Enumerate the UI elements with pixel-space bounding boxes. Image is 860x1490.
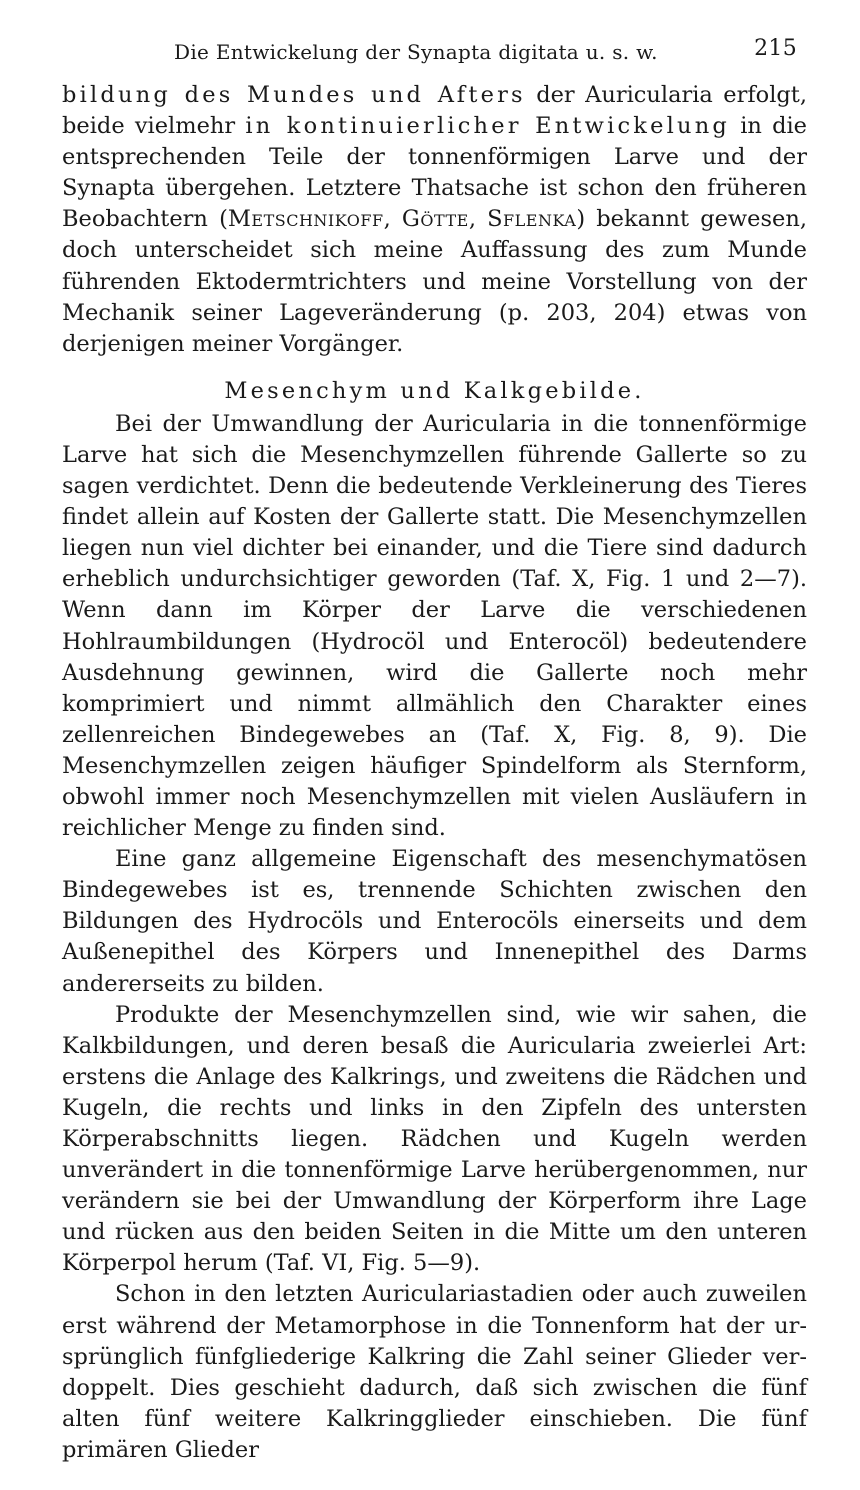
text-run: der Auricularia erfolgt, beide vielmehr: [62, 82, 807, 140]
paragraph-2: Bei der Umwandlung der Auricularia in die tonnenförmige Larve hat sich die Mesenchymzellen führende Gallerte so zu sagen verdichtet. Denn die bedeutende Verkleinerung des Tieres findet allein auf Kosten der Gallerte statt. Die Mesenchymzellen liegen nun viel dichter bei einander, und die Tiere sind dadurch erheblich undurchsichtiger geworden (Taf. X, Fig. 1 und 2—7). Wenn dann im Körper der Larve die verschiedenen Hohlraumbildungen (Hydrocöl und Enterocöl) bedeutendere Ausdehnung gewinnen, wird die Gallerte noch mehr komprimiert und nimmt allmählich den Charakter eines zellenreichen Bindegewebes an (Taf. X, Fig. 8, 9). Die Mesenchymzellen zeigen häufiger Spindelform als Sternform, obwohl immer noch Mesenchymzellen mit vielen Ausläufern in reichlicher Menge zu finden sind.: [62, 410, 807, 842]
text-run: ,: [468, 206, 488, 233]
text-run: in die entsprechenden Teile der tonnenförmigen Larve und der Synapta übergehen. Letztere Thatsache ist schon den früheren Beobachtern (: [62, 113, 807, 233]
section-heading: Mesenchym und Kalkgebilde.: [224, 377, 645, 404]
page-header: [62, 36, 807, 80]
paragraph-3: Eine ganz allgemeine Eigenschaft des mesenchymatösen Bindegewebes ist es, trennende Schichten zwischen den Bildungen des Hydrocöls und Enterocöls einerseits und dem Außenepithel des Körpers und Innenepithel des Darms andererseits zu bilden.: [62, 846, 807, 997]
spaced-phrase: in kontinuierlicher Entwickelung: [245, 113, 731, 140]
paragraph-1: [62, 80, 807, 360]
running-title: Die Entwickelung der Synapta digitata u. s. w.: [174, 40, 658, 64]
spaced-phrase: bildung des Mundes und Afters: [62, 82, 526, 108]
text-run: ,: [383, 206, 402, 233]
author-name: Götte: [401, 206, 469, 233]
page: [62, 36, 807, 1466]
text-run: ) bekannt gewesen, doch unterscheidet sich meine Auffassung des zum Munde führenden Ektodermtrichters und meine Vorstellung von der Mechanik seiner Lageveränderung (p. 203, 204) etwas von derjenigen meiner Vorgänger.: [62, 206, 807, 357]
paragraph-4: Produkte der Mesenchymzellen sind, wie wir sahen, die Kalkbildungen, und deren besaß die Auricularia zweierlei Art: erstens die Anlage des Kalkrings, und zweitens die Rädchen und Kugeln, die rechts und links in den Zipfeln des untersten Körperabschnitts liegen. Rädchen und Kugeln werden unverändert in die tonnenförmige Larve herübergenommen, nur verändern sie bei der Umwandlung der Körperform ihre Lage und rücken aus den beiden Seiten in die Mitte um den unteren Körperpol herum (Taf. VI, Fig. 5—9).: [62, 1001, 807, 1277]
author-name: Sflenka: [487, 206, 577, 233]
page-number: 215: [754, 36, 797, 61]
author-name: Metschnikoff: [227, 206, 384, 233]
paragraph-5: Schon in den letzten Auriculariastadien oder auch zuweilen erst während der Metamorphose in die Tonnenform hat der ursprünglich fünfgliederige Kalkring die Zahl seiner Glieder verdoppelt. Dies geschieht dadurch, daß sich zwischen die fünf alten fünf weitere Kalkringglieder einschieben. Die fünf primären Glieder: [62, 1281, 807, 1463]
